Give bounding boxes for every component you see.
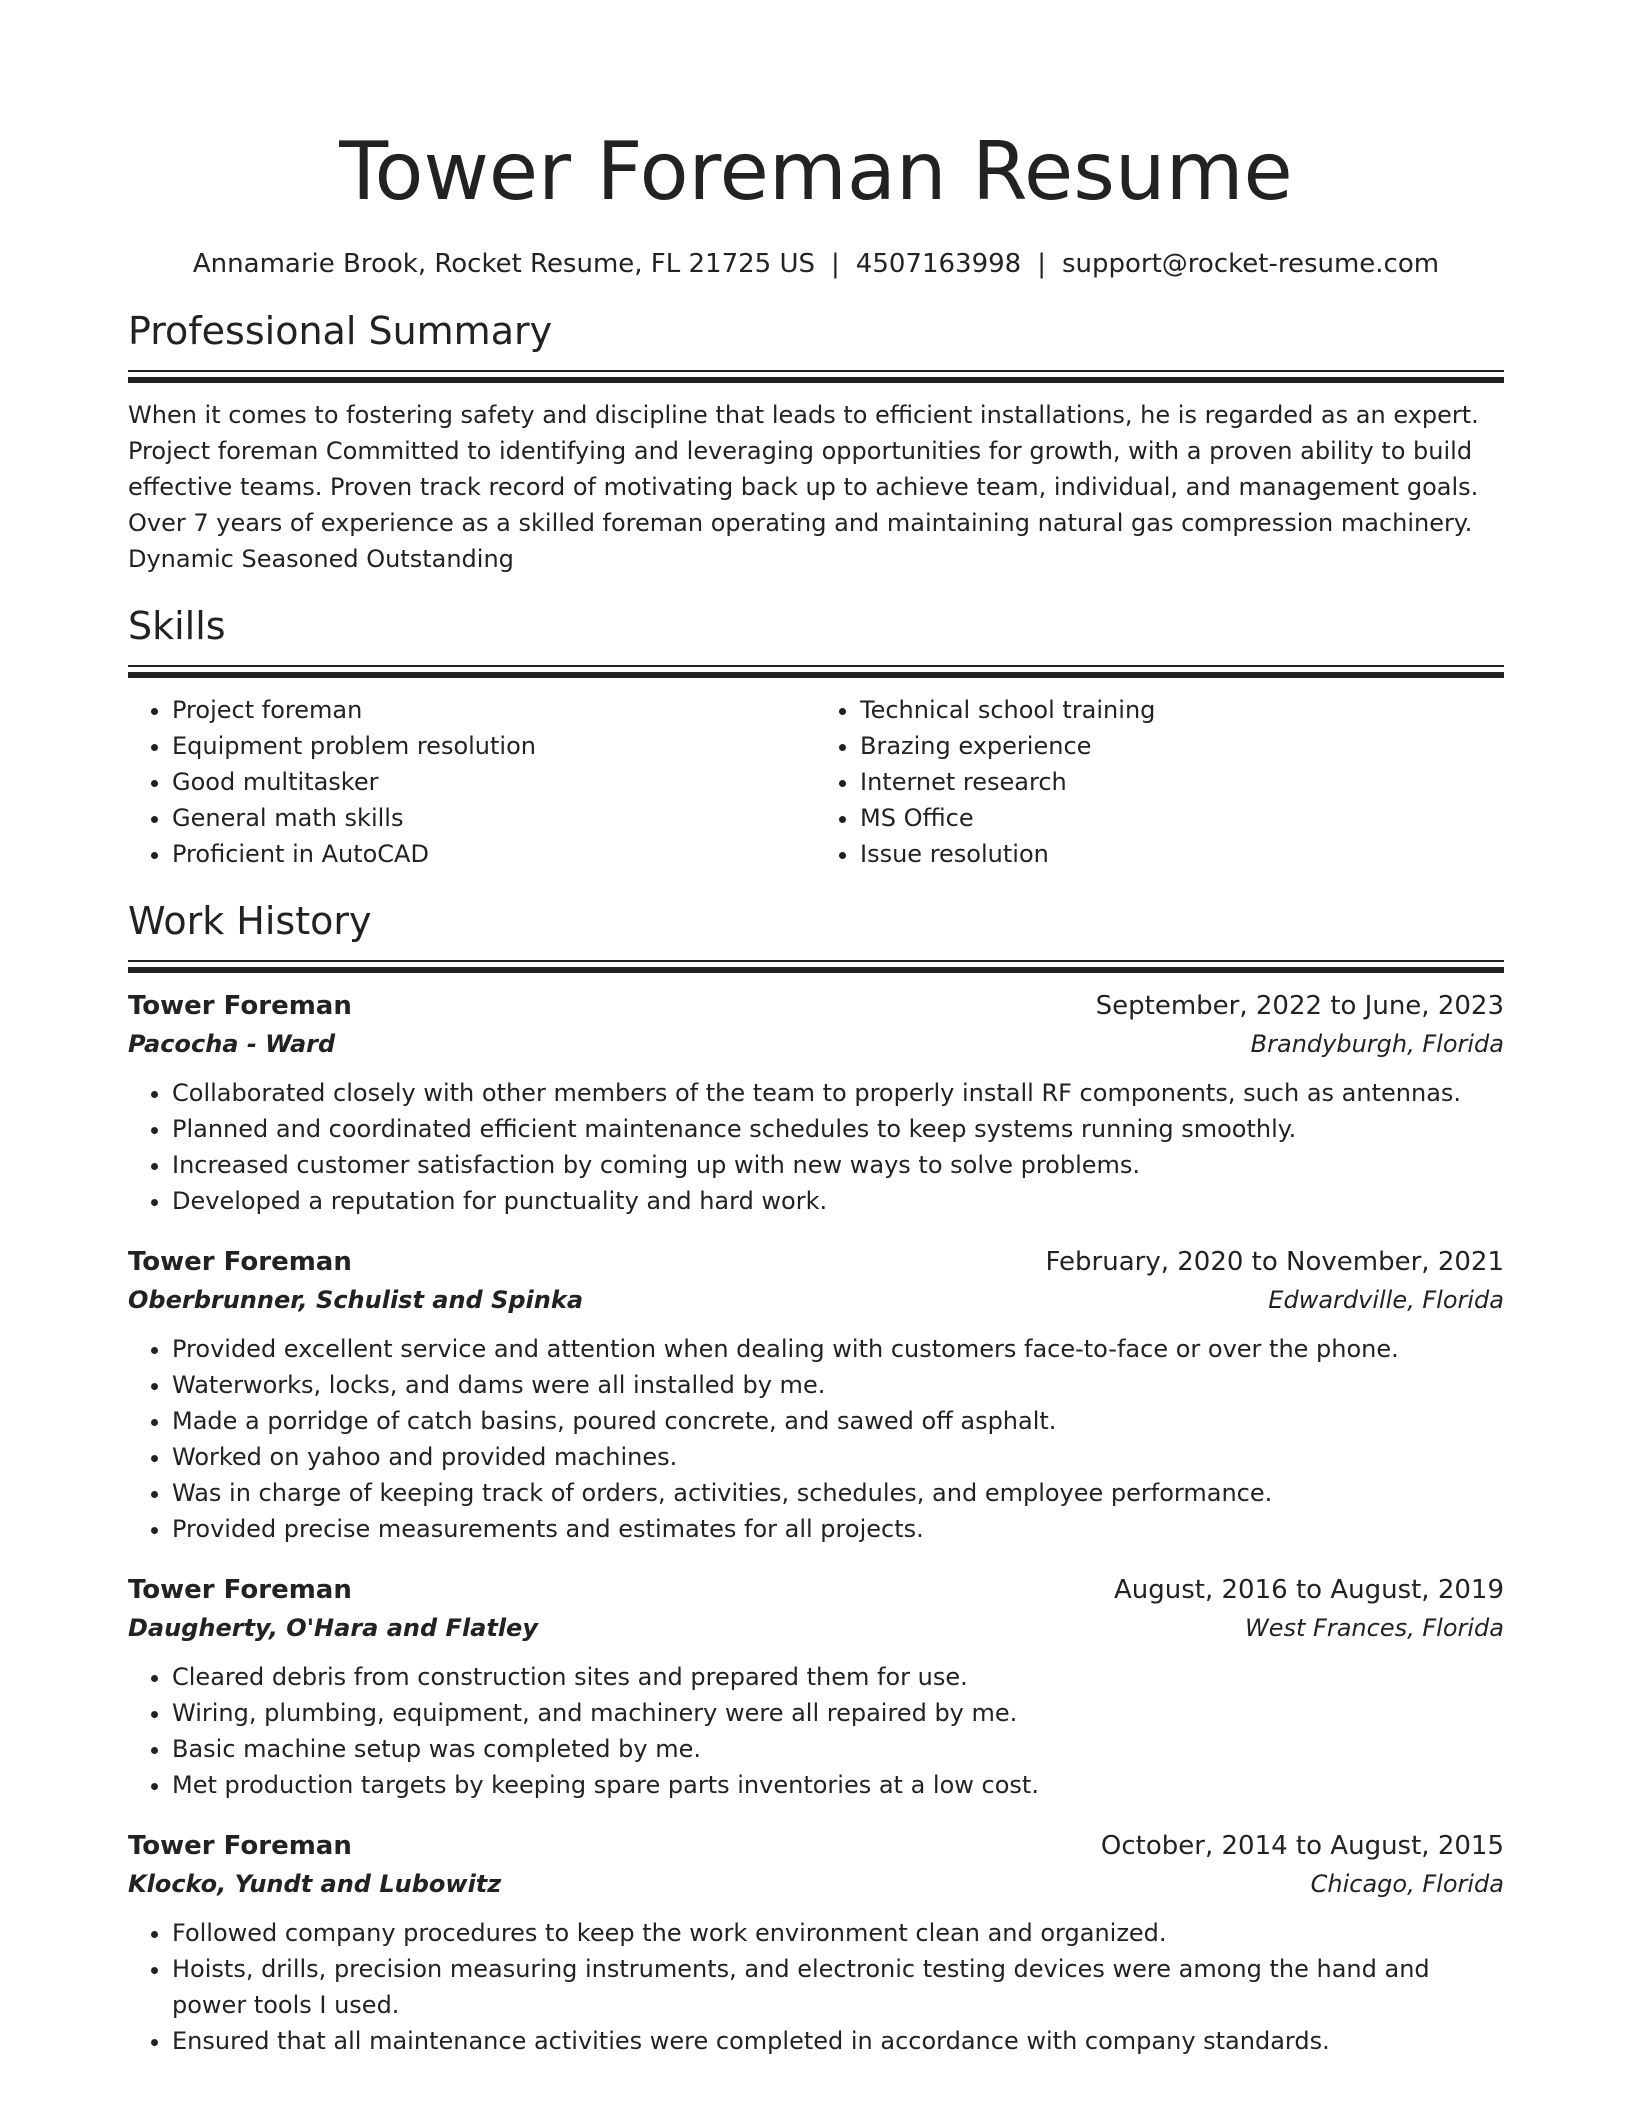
job-bullet: • Made a porridge of catch basins, poured concrete, and sawed off asphalt. bbox=[172, 1403, 1504, 1439]
skill-item: • Issue resolution bbox=[860, 836, 1504, 872]
job-header bbox=[128, 987, 1504, 1025]
job-dates: September, 2022 to June, 2023 bbox=[1095, 991, 1504, 1021]
job-bullet: • Hoists, drills, precision measuring instruments, and electronic testing devices were among the hand and power tools I used. bbox=[172, 1951, 1504, 2023]
contact-email: support@rocket-resume.com bbox=[1061, 249, 1440, 279]
job-title: Tower Foreman bbox=[128, 1247, 352, 1277]
work-history-section bbox=[128, 896, 1504, 2059]
section-divider bbox=[128, 967, 1504, 973]
work-history-heading: Work History bbox=[128, 899, 372, 943]
job-title: Tower Foreman bbox=[128, 991, 352, 1021]
job-location: West Frances, Florida bbox=[1245, 1614, 1504, 1642]
contact-separator: | bbox=[1037, 249, 1046, 279]
job-bullet: • Ensured that all maintenance activities were completed in accordance with company standards. bbox=[172, 2023, 1504, 2059]
job-entry bbox=[128, 1827, 1504, 2059]
section-divider bbox=[128, 672, 1504, 678]
job-bullets bbox=[128, 1331, 1504, 1547]
job-bullet: • Increased customer satisfaction by coming up with new ways to solve problems. bbox=[172, 1147, 1504, 1183]
job-bullet: • Was in charge of keeping track of orders, activities, schedules, and employee performance. bbox=[172, 1475, 1504, 1511]
job-bullets bbox=[128, 1659, 1504, 1803]
job-title: Tower Foreman bbox=[128, 1575, 352, 1605]
job-bullets bbox=[128, 1075, 1504, 1219]
job-subheader bbox=[128, 1609, 1504, 1647]
skill-item: • Proficient in AutoCAD bbox=[172, 836, 816, 872]
section-divider bbox=[128, 370, 1504, 372]
job-company: Pacocha - Ward bbox=[128, 1030, 336, 1058]
section-divider bbox=[128, 665, 1504, 667]
job-bullet: • Planned and coordinated efficient maintenance schedules to keep systems running smoothly. bbox=[172, 1111, 1504, 1147]
skill-item: • Equipment problem resolution bbox=[172, 728, 816, 764]
contact-separator: | bbox=[831, 249, 840, 279]
skills-column-left bbox=[128, 692, 816, 872]
skill-item: • Project foreman bbox=[172, 692, 816, 728]
job-location: Brandyburgh, Florida bbox=[1250, 1030, 1504, 1058]
job-location: Edwardville, Florida bbox=[1268, 1286, 1504, 1314]
skill-item: • Brazing experience bbox=[860, 728, 1504, 764]
job-company: Oberbrunner, Schulist and Spinka bbox=[128, 1286, 584, 1314]
skill-item: • General math skills bbox=[172, 800, 816, 836]
job-location: Chicago, Florida bbox=[1310, 1870, 1504, 1898]
section-divider bbox=[128, 960, 1504, 962]
job-bullet: • Cleared debris from construction sites and prepared them for use. bbox=[172, 1659, 1504, 1695]
contact-phone: 4507163998 bbox=[855, 249, 1022, 279]
job-subheader bbox=[128, 1865, 1504, 1903]
job-bullet: • Wiring, plumbing, equipment, and machinery were all repaired by me. bbox=[172, 1695, 1504, 1731]
job-dates: August, 2016 to August, 2019 bbox=[1114, 1575, 1504, 1605]
job-entry bbox=[128, 987, 1504, 1219]
job-bullet: • Provided excellent service and attention when dealing with customers face-to-face or over the phone. bbox=[172, 1331, 1504, 1367]
section-divider bbox=[128, 377, 1504, 383]
job-title: Tower Foreman bbox=[128, 1831, 352, 1861]
job-subheader bbox=[128, 1281, 1504, 1319]
summary-section bbox=[128, 306, 1504, 577]
job-entry bbox=[128, 1243, 1504, 1547]
summary-text: When it comes to fostering safety and discipline that leads to efficient installations, he is regarded as an expert. Project foreman Committed to identifying and leveraging opportunities for growth, with a proven ability to build effective teams. Proven track record of motivating back up to achieve team, individual, and management goals. Over 7 years of experience as a skilled foreman operating and maintaining natural gas compression machinery. Dynamic Seasoned Outstanding bbox=[128, 401, 1479, 573]
skill-item: • Good multitasker bbox=[172, 764, 816, 800]
job-bullet: • Worked on yahoo and provided machines. bbox=[172, 1439, 1504, 1475]
job-bullets bbox=[128, 1915, 1504, 2059]
contact-address: Annamarie Brook, Rocket Resume, FL 21725 US bbox=[192, 249, 816, 279]
job-bullet: • Basic machine setup was completed by me. bbox=[172, 1731, 1504, 1767]
job-bullet: • Provided precise measurements and estimates for all projects. bbox=[172, 1511, 1504, 1547]
document-title: Tower Foreman Resume bbox=[339, 125, 1293, 218]
job-header bbox=[128, 1571, 1504, 1609]
skill-item: • MS Office bbox=[860, 800, 1504, 836]
job-header bbox=[128, 1827, 1504, 1865]
job-company: Daugherty, O'Hara and Flatley bbox=[128, 1614, 538, 1642]
job-bullet: • Developed a reputation for punctuality and hard work. bbox=[172, 1183, 1504, 1219]
skills-column-right bbox=[816, 692, 1504, 872]
job-bullet: • Waterworks, locks, and dams were all installed by me. bbox=[172, 1367, 1504, 1403]
job-header bbox=[128, 1243, 1504, 1281]
job-subheader bbox=[128, 1025, 1504, 1063]
skill-item: • Internet research bbox=[860, 764, 1504, 800]
job-bullet: • Collaborated closely with other members of the team to properly install RF components, such as antennas. bbox=[172, 1075, 1504, 1111]
summary-heading: Professional Summary bbox=[128, 309, 553, 353]
job-dates: October, 2014 to August, 2015 bbox=[1100, 1831, 1504, 1861]
job-company: Klocko, Yundt and Lubowitz bbox=[128, 1870, 502, 1898]
skill-item: • Technical school training bbox=[860, 692, 1504, 728]
skills-section bbox=[128, 601, 1504, 872]
job-bullet: • Met production targets by keeping spare parts inventories at a low cost. bbox=[172, 1767, 1504, 1803]
job-bullet: • Followed company procedures to keep the work environment clean and organized. bbox=[172, 1915, 1504, 1951]
resume-page bbox=[128, 118, 1504, 2083]
job-dates: February, 2020 to November, 2021 bbox=[1045, 1247, 1504, 1277]
contact-line bbox=[128, 246, 1504, 282]
skills-list bbox=[128, 692, 1504, 872]
skills-heading: Skills bbox=[128, 604, 226, 648]
job-entry bbox=[128, 1571, 1504, 1803]
